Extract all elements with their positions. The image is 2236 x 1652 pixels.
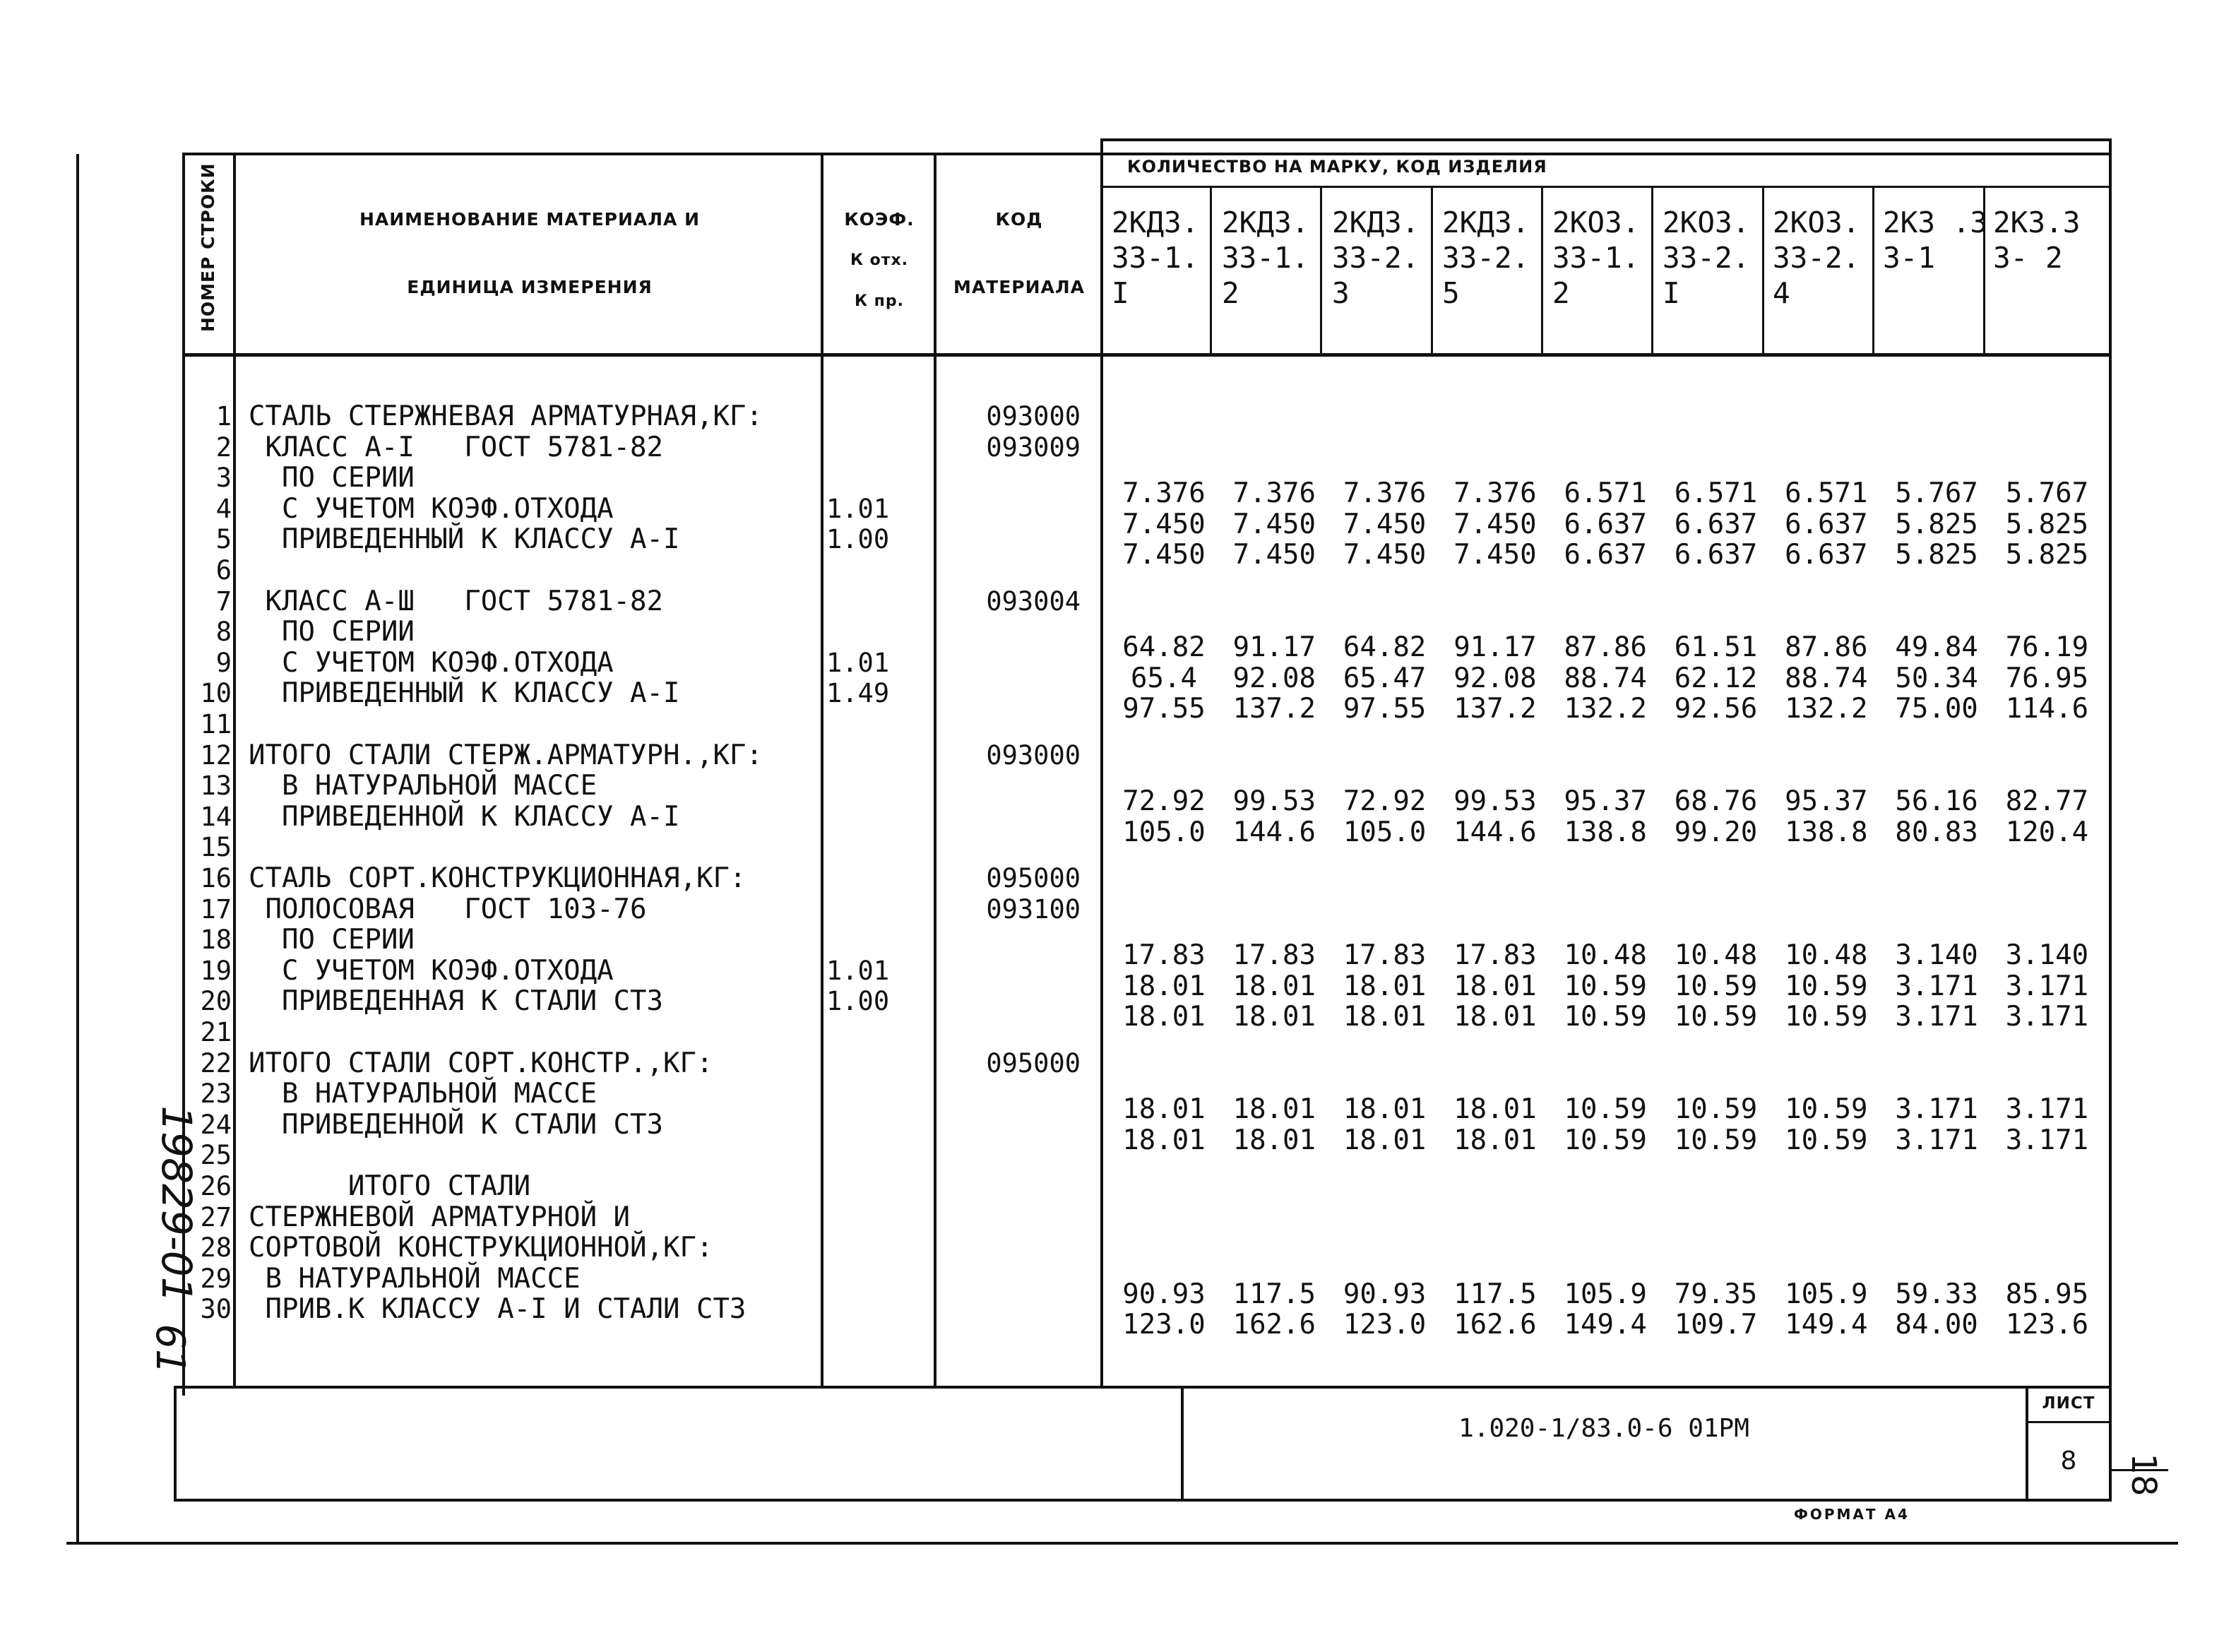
row-number: 22 xyxy=(200,1047,232,1078)
quantity-cell: 149.4 xyxy=(1785,1309,1868,1341)
quantity-cell: 6.571 xyxy=(1785,477,1868,510)
quantity-cell: 76.19 xyxy=(2005,631,2089,664)
quantity-cell: 10.59 xyxy=(1564,970,1647,1002)
titleblock-left-rule xyxy=(174,1386,177,1502)
quantity-cell: 50.34 xyxy=(1895,662,1978,694)
material-code: 093009 xyxy=(986,432,1081,463)
coefficient: 1.00 xyxy=(826,524,890,555)
qty-divider-7 xyxy=(1872,187,1874,355)
row-number: 28 xyxy=(200,1232,232,1264)
quantity-cell: 7.376 xyxy=(1232,477,1316,510)
qty-divider-6 xyxy=(1762,187,1764,355)
quantity-cell: 7.376 xyxy=(1122,477,1206,510)
quantity-cell: 91.17 xyxy=(1453,631,1537,664)
quantity-cell: 18.01 xyxy=(1343,1093,1427,1126)
row-number: 11 xyxy=(200,709,232,739)
document-code: 1.020-1/83.0-6 01РМ xyxy=(1458,1414,1749,1443)
quantity-cell: 65.47 xyxy=(1343,662,1427,694)
outer-left-rule xyxy=(76,154,79,1544)
quantity-cell: 10.59 xyxy=(1785,970,1868,1002)
quantity-cell: 120.4 xyxy=(2005,816,2089,848)
material-name: ПО СЕРИИ xyxy=(249,616,415,648)
quantity-cell: 75.00 xyxy=(1895,693,1978,725)
quantity-cell: 7.450 xyxy=(1453,539,1537,571)
material-code: 093000 xyxy=(986,401,1081,432)
quantity-cell: 18.01 xyxy=(1453,970,1537,1002)
quantity-cell: 6.571 xyxy=(1674,477,1758,510)
format-label: ФОРМАТ А4 xyxy=(1794,1506,1910,1523)
row-number: 14 xyxy=(200,801,232,832)
quantity-cell: 18.01 xyxy=(1122,1093,1206,1126)
quantity-cell: 68.76 xyxy=(1674,785,1758,818)
material-name: КЛАСС А-I ГОСТ 5781-82 xyxy=(249,431,663,463)
quantity-cell: 10.59 xyxy=(1785,1124,1868,1156)
quantity-cell: 114.6 xyxy=(2005,693,2089,725)
quantity-cell: 3.171 xyxy=(2005,1093,2089,1126)
material-name: СОРТОВОЙ КОНСТРУКЦИОННОЙ,КГ: xyxy=(249,1232,713,1264)
sheet-number: 8 xyxy=(2060,1446,2077,1475)
quantity-cell: 18.01 xyxy=(1122,970,1206,1002)
coefficient: 1.01 xyxy=(826,955,890,986)
quantity-cell: 97.55 xyxy=(1343,693,1427,725)
material-name: В НАТУРАЛЬНОЙ МАССЕ xyxy=(249,770,597,802)
quantity-cell: 64.82 xyxy=(1122,631,1206,664)
row-number: 12 xyxy=(200,739,232,771)
material-name-header-line2: ЕДИНИЦА ИЗМЕРЕНИЯ xyxy=(407,277,653,297)
quantity-cell: 123.6 xyxy=(2005,1309,2089,1341)
product-col-4: 2КДЗ. 33-2. 5 xyxy=(1442,206,1530,310)
quantity-cell: 3.171 xyxy=(2005,1124,2089,1156)
quantity-cell: 7.450 xyxy=(1232,539,1316,571)
row-number: 30 xyxy=(200,1294,232,1325)
quantity-cell: 99.53 xyxy=(1232,785,1316,818)
row-number: 13 xyxy=(200,771,232,802)
material-name: ПРИВЕДЕННОЙ К СТАЛИ СТЗ xyxy=(249,1108,663,1141)
quantity-cell: 10.59 xyxy=(1785,1001,1868,1033)
quantity-cell: 87.86 xyxy=(1785,631,1868,664)
quantity-cell: 92.56 xyxy=(1674,693,1758,725)
quantity-title: КОЛИЧЕСТВО НА МАРКУ, КОД ИЗДЕЛИЯ xyxy=(1127,157,1547,177)
quantity-cell: 3.171 xyxy=(1895,970,1978,1002)
row-number: 15 xyxy=(200,832,232,863)
product-col-1: 2КДЗ. 33-1. I xyxy=(1112,206,1199,310)
quantity-cell: 88.74 xyxy=(1564,662,1647,694)
quantity-cell: 5.767 xyxy=(1895,477,1978,510)
quantity-cell: 144.6 xyxy=(1232,816,1316,848)
row-number: 10 xyxy=(200,678,232,709)
coefficient: 1.00 xyxy=(826,986,890,1017)
quantity-cell: 10.59 xyxy=(1564,1124,1647,1156)
material-name: СТАЛЬ СТЕРЖНЕВАЯ АРМАТУРНАЯ,КГ: xyxy=(249,400,763,432)
page-number-left: 61 xyxy=(147,1324,193,1374)
quantity-cell: 92.08 xyxy=(1232,662,1316,694)
row-number: 3 xyxy=(215,463,232,494)
row-number: 27 xyxy=(200,1201,232,1232)
material-code: 095000 xyxy=(986,863,1081,893)
quantity-cell: 72.92 xyxy=(1343,785,1427,818)
quantity-cell: 144.6 xyxy=(1453,816,1537,848)
titleblock-divider xyxy=(1181,1386,1184,1502)
quantity-cell: 18.01 xyxy=(1453,1093,1537,1126)
quantity-cell: 64.82 xyxy=(1343,631,1427,664)
quantity-cell: 80.83 xyxy=(1895,816,1978,848)
quantity-cell: 137.2 xyxy=(1232,693,1316,725)
material-name: ПРИВ.К КЛАССУ А-I И СТАЛИ СТЗ xyxy=(249,1293,747,1326)
quantity-cell: 162.6 xyxy=(1453,1309,1537,1341)
material-name: ПРИВЕДЕННОЙ К КЛАССУ А-I xyxy=(249,800,680,833)
quantity-cell: 18.01 xyxy=(1232,1001,1316,1033)
quantity-cell: 138.8 xyxy=(1564,816,1647,848)
quantity-cell: 56.16 xyxy=(1895,785,1978,818)
product-col-7: 2КОЗ. 33-2. 4 xyxy=(1773,206,1860,310)
material-code: 093004 xyxy=(986,586,1081,617)
quantity-cell: 18.01 xyxy=(1122,1001,1206,1033)
quantity-cell: 87.86 xyxy=(1564,631,1647,664)
quantity-cell: 7.450 xyxy=(1343,539,1427,571)
material-code: 095000 xyxy=(986,1047,1081,1078)
row-number: 4 xyxy=(215,493,232,524)
material-name: С УЧЕТОМ КОЭФ.ОТХОДА xyxy=(249,954,614,987)
quantity-cell: 7.376 xyxy=(1453,477,1537,510)
material-name: С УЧЕТОМ КОЭФ.ОТХОДА xyxy=(249,646,614,679)
quantity-cell: 76.95 xyxy=(2005,662,2089,694)
quantity-cell: 5.825 xyxy=(2005,508,2089,540)
quantity-cell: 10.48 xyxy=(1785,939,1868,972)
quantity-cell: 97.55 xyxy=(1122,693,1206,725)
material-name: ПО СЕРИИ xyxy=(249,462,415,494)
quantity-cell: 3.171 xyxy=(2005,1001,2089,1033)
quantity-cell: 5.825 xyxy=(1895,508,1978,540)
quantity-cell: 18.01 xyxy=(1343,1124,1427,1156)
quantity-cell: 10.59 xyxy=(1785,1093,1868,1126)
quantity-cell: 7.450 xyxy=(1343,508,1427,540)
row-number: 5 xyxy=(215,524,232,555)
quantity-cell: 82.77 xyxy=(2005,785,2089,818)
quantity-cell: 117.5 xyxy=(1453,1278,1537,1310)
quantity-cell: 6.637 xyxy=(1564,539,1647,571)
code-header-line2: МАТЕРИАЛА xyxy=(953,277,1086,297)
quantity-cell: 17.83 xyxy=(1122,939,1206,972)
quantity-cell: 123.0 xyxy=(1122,1309,1206,1341)
row-number: 18 xyxy=(200,925,232,956)
quantity-cell: 123.0 xyxy=(1343,1309,1427,1341)
quantity-cell: 72.92 xyxy=(1122,785,1206,818)
quantity-cell: 18.01 xyxy=(1122,1124,1206,1156)
quantity-cell: 6.637 xyxy=(1564,508,1647,540)
qty-divider-3 xyxy=(1431,187,1433,355)
quantity-cell: 7.376 xyxy=(1343,477,1427,510)
row-number: 25 xyxy=(200,1140,232,1171)
product-col-6: 2КОЗ. 33-2. I xyxy=(1663,206,1750,310)
material-name: В НАТУРАЛЬНОЙ МАССЕ xyxy=(249,1262,581,1295)
product-col-9: 2КЗ.3 3- 2 xyxy=(1993,206,2081,275)
product-col-8: 2КЗ .3 3-1 xyxy=(1883,206,1988,275)
quantity-cell: 88.74 xyxy=(1785,662,1868,694)
quantity-cell: 10.59 xyxy=(1674,1124,1758,1156)
quantity-cell: 132.2 xyxy=(1785,693,1868,725)
quantity-cell: 6.637 xyxy=(1674,508,1758,540)
coefficient: 1.01 xyxy=(826,647,890,678)
code-header-line1: КОД xyxy=(995,209,1043,230)
quantity-cell: 7.450 xyxy=(1453,508,1537,540)
quantity-cell: 18.01 xyxy=(1453,1001,1537,1033)
col-divider-code xyxy=(1100,138,1103,1387)
row-number: 9 xyxy=(215,647,232,678)
quantity-cell: 3.171 xyxy=(2005,970,2089,1002)
quantity-cell: 10.59 xyxy=(1564,1093,1647,1126)
quantity-cell: 6.637 xyxy=(1785,539,1868,571)
quantity-cell: 162.6 xyxy=(1232,1309,1316,1341)
qty-divider-2 xyxy=(1320,187,1322,355)
quantity-cell: 91.17 xyxy=(1232,631,1316,664)
material-name: ИТОГО СТАЛИ xyxy=(249,1170,531,1202)
quantity-cell: 17.83 xyxy=(1232,939,1316,972)
table-top-border xyxy=(182,153,2112,155)
quantity-cell: 49.84 xyxy=(1895,631,1978,664)
page-number-right: 18 xyxy=(2124,1453,2163,1497)
quantity-cell: 117.5 xyxy=(1232,1278,1316,1310)
quantity-cell: 3.140 xyxy=(1895,939,1978,972)
quantity-cell: 62.12 xyxy=(1674,662,1758,694)
quantity-cell: 109.7 xyxy=(1674,1309,1758,1341)
quantity-cell: 6.571 xyxy=(1564,477,1647,510)
quantity-cell: 6.637 xyxy=(1674,539,1758,571)
quantity-cell: 92.08 xyxy=(1453,662,1537,694)
material-code: 093000 xyxy=(986,739,1081,771)
row-number: 8 xyxy=(215,617,232,648)
quantity-cell: 3.171 xyxy=(1895,1093,1978,1126)
quantity-cell: 3.140 xyxy=(2005,939,2089,972)
sheet-box-mid xyxy=(2026,1421,2110,1423)
row-number: 23 xyxy=(200,1078,232,1110)
quantity-cell: 84.00 xyxy=(1895,1309,1978,1341)
row-number: 21 xyxy=(200,1017,232,1047)
quantity-cell: 7.450 xyxy=(1122,539,1206,571)
row-number: 2 xyxy=(215,432,232,463)
quantity-cell: 18.01 xyxy=(1343,1001,1427,1033)
coef-header-line1: КОЭФ. xyxy=(844,209,915,230)
qty-divider-1 xyxy=(1210,187,1212,355)
titleblock-bottom-rule xyxy=(174,1499,2112,1502)
quantity-cell: 90.93 xyxy=(1343,1278,1427,1310)
material-name: ИТОГО СТАЛИ СОРТ.КОНСТР.,КГ: xyxy=(249,1047,713,1079)
product-col-5: 2КОЗ. 33-1. 2 xyxy=(1552,206,1640,310)
row-number: 6 xyxy=(215,555,232,586)
col-divider-name xyxy=(821,153,823,1387)
quantity-cell: 18.01 xyxy=(1343,970,1427,1002)
product-col-2: 2КДЗ. 33-1. 2 xyxy=(1222,206,1309,310)
quantity-cell: 3.171 xyxy=(1895,1124,1978,1156)
quantity-cell: 95.37 xyxy=(1564,785,1647,818)
coefficient: 1.01 xyxy=(826,493,890,524)
quantity-cell: 132.2 xyxy=(1564,693,1647,725)
row-number: 1 xyxy=(215,401,232,432)
titleblock-top-rule xyxy=(174,1386,2112,1389)
row-number: 17 xyxy=(200,893,232,925)
coef-header-line2: К отх. xyxy=(850,251,909,269)
quantity-cell: 99.53 xyxy=(1453,785,1537,818)
quantity-cell: 65.4 xyxy=(1131,662,1197,694)
quantity-cell: 17.83 xyxy=(1343,939,1427,972)
quantity-cell: 10.48 xyxy=(1674,939,1758,972)
table-right-border xyxy=(2109,138,2112,1502)
col-divider-rownum xyxy=(233,153,236,1387)
row-number: 19 xyxy=(200,955,232,986)
side-document-number: 19829-01 xyxy=(153,1105,201,1303)
row-number: 20 xyxy=(200,986,232,1017)
header-bottom-rule xyxy=(182,353,2112,357)
quantity-cell: 85.95 xyxy=(2005,1278,2089,1310)
quantity-cell: 105.9 xyxy=(1564,1278,1647,1310)
quantity-cell: 18.01 xyxy=(1232,970,1316,1002)
quantity-title-rule xyxy=(1102,186,2112,188)
quantity-cell: 17.83 xyxy=(1453,939,1537,972)
quantity-cell: 105.0 xyxy=(1122,816,1206,848)
row-number: 7 xyxy=(215,586,232,617)
qty-divider-4 xyxy=(1541,187,1543,355)
quantity-top-border xyxy=(1102,138,2112,141)
quantity-cell: 137.2 xyxy=(1453,693,1537,725)
quantity-cell: 149.4 xyxy=(1564,1309,1647,1341)
material-name: ПОЛОСОВАЯ ГОСТ 103-76 xyxy=(249,893,647,925)
quantity-cell: 105.0 xyxy=(1343,816,1427,848)
row-number: 24 xyxy=(200,1109,232,1140)
row-number: 16 xyxy=(200,863,232,893)
quantity-cell: 3.171 xyxy=(1895,1001,1978,1033)
row-number: 29 xyxy=(200,1263,232,1294)
quantity-cell: 95.37 xyxy=(1785,785,1868,818)
coefficient: 1.49 xyxy=(826,678,890,709)
material-name: ПО СЕРИИ xyxy=(249,924,415,956)
quantity-cell: 105.9 xyxy=(1785,1278,1868,1310)
product-col-3: 2КДЗ. 33-2. 3 xyxy=(1332,206,1420,310)
material-name: ПРИВЕДЕННЫЙ К КЛАССУ А-I xyxy=(249,523,680,556)
material-name: В НАТУРАЛЬНОЙ МАССЕ xyxy=(249,1078,597,1110)
row-number: 26 xyxy=(200,1171,232,1201)
sheet-label: ЛИСТ xyxy=(2042,1394,2095,1413)
quantity-cell: 5.825 xyxy=(1895,539,1978,571)
material-name-header-line1: НАИМЕНОВАНИЕ МАТЕРИАЛА И xyxy=(359,209,701,230)
quantity-cell: 6.637 xyxy=(1785,508,1868,540)
material-name: СТЕРЖНЕВОЙ АРМАТУРНОЙ И xyxy=(249,1201,631,1233)
quantity-cell: 18.01 xyxy=(1232,1124,1316,1156)
material-name: СТАЛЬ СОРТ.КОНСТРУКЦИОННАЯ,КГ: xyxy=(249,862,747,894)
quantity-cell: 10.48 xyxy=(1564,939,1647,972)
quantity-cell: 61.51 xyxy=(1674,631,1758,664)
quantity-cell: 59.33 xyxy=(1895,1278,1978,1310)
quantity-cell: 7.450 xyxy=(1122,508,1206,540)
quantity-cell: 10.59 xyxy=(1674,970,1758,1002)
quantity-cell: 18.01 xyxy=(1232,1093,1316,1126)
quantity-cell: 99.20 xyxy=(1674,816,1758,848)
quantity-cell: 5.767 xyxy=(2005,477,2089,510)
row-number-header: НОМЕР СТРОКИ xyxy=(198,162,218,332)
material-name: ИТОГО СТАЛИ СТЕРЖ.АРМАТУРН.,КГ: xyxy=(249,739,763,771)
quantity-cell: 10.59 xyxy=(1674,1001,1758,1033)
material-name: С УЧЕТОМ КОЭФ.ОТХОДА xyxy=(249,492,614,525)
material-code: 093100 xyxy=(986,893,1081,925)
quantity-cell: 79.35 xyxy=(1674,1278,1758,1310)
quantity-cell: 7.450 xyxy=(1232,508,1316,540)
material-name: КЛАСС А-Ш ГОСТ 5781-82 xyxy=(249,585,663,617)
material-name: ПРИВЕДЕННЫЙ К КЛАССУ А-I xyxy=(249,677,680,710)
quantity-cell: 10.59 xyxy=(1564,1001,1647,1033)
material-name: ПРИВЕДЕННАЯ К СТАЛИ СТЗ xyxy=(249,985,663,1018)
quantity-cell: 10.59 xyxy=(1674,1093,1758,1126)
outer-bottom-rule xyxy=(66,1542,2178,1545)
quantity-cell: 138.8 xyxy=(1785,816,1868,848)
quantity-cell: 90.93 xyxy=(1122,1278,1206,1310)
qty-divider-5 xyxy=(1651,187,1653,355)
quantity-cell: 5.825 xyxy=(2005,539,2089,571)
coef-header-line3: К пр. xyxy=(855,292,904,310)
col-divider-coef xyxy=(934,153,936,1387)
quantity-cell: 18.01 xyxy=(1453,1124,1537,1156)
